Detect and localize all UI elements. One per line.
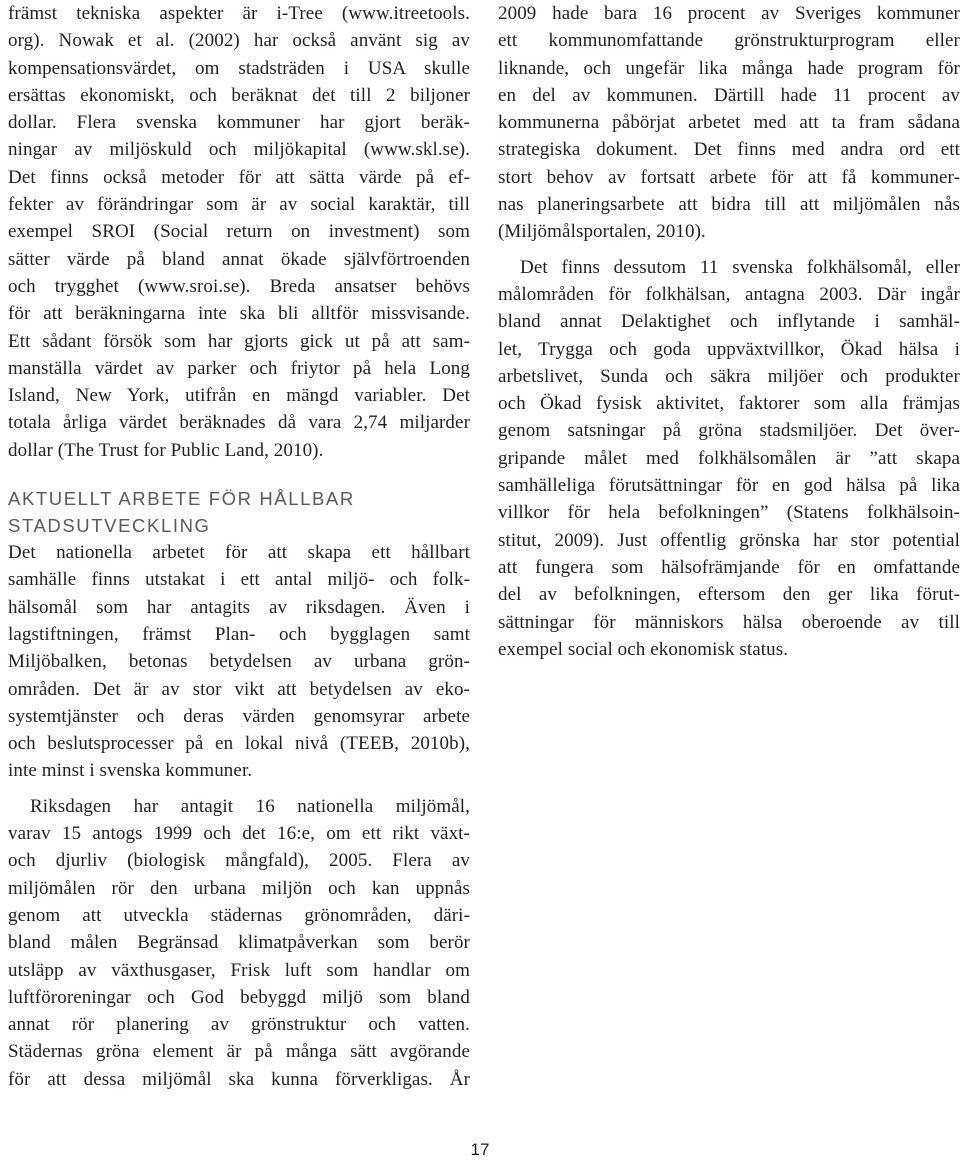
text-line: stort behov av fortsatt arbete för att få kommuner- — [498, 166, 960, 188]
text-line: Det finns också metoder för att sätta värde på ef- — [8, 166, 470, 188]
text-line: varav 15 antogs 1999 och det 16:e, om ett rikt växt- — [8, 823, 470, 845]
text-line: hälsomål som har antagits av riksdagen. Även i — [8, 596, 470, 618]
text-line: 2009 hade bara 16 procent av Sveriges kommuner — [498, 3, 960, 24]
right-column — [498, 0, 960, 663]
text-line: manställa värdet av parker och friytor på hela Long — [8, 357, 470, 379]
paragraph-national-work — [8, 539, 470, 785]
text-line: org). Nowak et al. (2002) har också använt sig av — [8, 30, 470, 52]
text-line: Miljöbalken, betonas betydelsen av urbana grön- — [8, 651, 470, 673]
text-line: kompensationsvärdet, om stadsträden i USA skulle — [8, 57, 470, 79]
text-line: sättningar för människors hälsa oberoende av till — [498, 611, 960, 633]
paragraph-valuation-methods — [8, 0, 470, 464]
text-line: ersättas ekonomiskt, och beräknat det till 2 biljoner — [8, 84, 470, 106]
text-line: utsläpp av växthusgaser, Frisk luft som handlar om — [8, 959, 470, 981]
text-line: främst tekniska aspekter är i-Tree (www.itreetools. — [8, 3, 470, 24]
text-line: nas planeringsarbete att bidra till att miljömålen nås — [498, 194, 960, 216]
text-line: inte minst i svenska kommuner. — [8, 760, 253, 782]
text-line: let, Trygga och goda uppväxtvillkor, Ökad hälsa i — [498, 338, 960, 360]
text-line: totala årliga värdet beräknades då vara 2,74 miljarder — [8, 412, 470, 434]
text-line: fekter av förändringar som är av social karaktär, till — [8, 194, 470, 216]
text-line: och beslutsprocesser på en lokal nivå (TEEB, 2010b), — [8, 733, 470, 755]
paragraph-public-health-goals — [498, 254, 960, 663]
text-line: dollar. Flera svenska kommuner har gjort beräk- — [8, 112, 470, 134]
text-line: sätter värde på bland annat ökade självförtroenden — [8, 248, 470, 270]
text-line: liknande, och ungefär lika många hade program för — [498, 57, 960, 79]
text-line: exempel SROI (Social return on investment) som — [8, 221, 470, 243]
text-line: Riksdagen har antagit 16 nationella miljömål, — [30, 795, 470, 817]
paragraph-green-structure-programs — [498, 0, 960, 246]
text-line: arbetslivet, Sunda och säkra miljöer och produkter — [498, 365, 960, 387]
text-line: ett kommunomfattande grönstrukturprogram eller — [498, 30, 960, 52]
text-line: ningar av miljöskuld och miljökapital (www.skl.se). — [8, 139, 470, 161]
text-line: del av befolkningen, eftersom den ger lika förut- — [498, 584, 960, 606]
text-line: systemtjänster och deras värden genomsyrar arbete — [8, 705, 470, 727]
text-line: stitut, 2009). Just offentlig grönska har stor potential — [498, 529, 960, 551]
text-line: målområden för folkhälsan, antagna 2003. Där ingår — [498, 283, 960, 305]
text-line: en del av kommunen. Därtill hade 11 procent av — [498, 84, 960, 106]
text-line: samhälleliga förutsättningar för en god hälsa på lika — [498, 475, 960, 497]
text-line: Island, New York, utifrån en mängd variabler. Det — [8, 385, 470, 407]
text-line: Ett sådant försök som har gjorts gick ut på att sam- — [8, 330, 470, 352]
text-line: strategiska dokument. Det finns med andra ord ett — [498, 139, 960, 161]
text-line: miljömålen rör den urbana miljön och kan uppnås — [8, 877, 470, 899]
text-line: och djurliv (biologisk mångfald), 2005. Flera av — [8, 850, 470, 872]
text-line: för att dessa miljömål ska kunna förverkligas. År — [8, 1068, 470, 1090]
paragraph-environmental-goals — [8, 793, 470, 1093]
text-line: bland målen Begränsad klimatpåverkan som berör — [8, 932, 470, 954]
section-heading-line: STADSUTVECKLING — [8, 515, 211, 537]
text-line: lagstiftningen, främst Plan- och bygglagen samt — [8, 623, 470, 645]
text-line: Städernas gröna element är på många sätt avgörande — [8, 1041, 470, 1063]
text-line: genom satsningar på gröna stadsmiljöer. Det över- — [498, 420, 960, 442]
text-line: gripande målet med folkhälsomålen är ”att skapa — [498, 447, 960, 469]
text-line: bland annat Delaktighet och inflytande i samhäl- — [498, 311, 960, 333]
text-line: (Miljömålsportalen, 2010). — [498, 221, 706, 243]
text-line: Det nationella arbetet för att skapa ett hållbart — [8, 542, 470, 564]
section-heading-line: AKTUELLT ARBETE FÖR HÅLLBAR — [8, 488, 355, 510]
text-line: dollar (The Trust for Public Land, 2010). — [8, 439, 324, 461]
text-line: och trygghet (www.sroi.se). Breda ansatser behövs — [8, 275, 470, 297]
text-line: för att beräkningarna inte ska bli alltför missvisande. — [8, 303, 470, 325]
text-line: kommunerna påbörjat arbetet med att ta fram sådana — [498, 112, 960, 134]
page-number: 17 — [470, 1140, 490, 1159]
text-line: annat rör planering av grönstruktur och vatten. — [8, 1014, 470, 1036]
text-line: genom att utveckla städernas grönområden, däri- — [8, 904, 470, 926]
section-heading — [8, 485, 470, 539]
text-line: exempel social och ekonomisk status. — [498, 638, 789, 660]
text-line: och Ökad fysisk aktivitet, faktorer som alla främjas — [498, 393, 960, 415]
text-line: att fungera som hälsofrämjande för en omfattande — [498, 556, 960, 578]
left-column — [8, 0, 470, 1093]
text-line: områden. Det är av stor vikt att betydelsen av eko- — [8, 678, 470, 700]
text-line: samhälle finns utstakat i ett antal miljö- och folk- — [8, 569, 470, 591]
text-line: villkor för hela befolkningen” (Statens folkhälsoin- — [498, 502, 960, 524]
text-line: luftföroreningar och God bebyggd miljö som bland — [8, 986, 470, 1008]
text-line: Det finns dessutom 11 svenska folkhälsomål, eller — [520, 256, 960, 278]
